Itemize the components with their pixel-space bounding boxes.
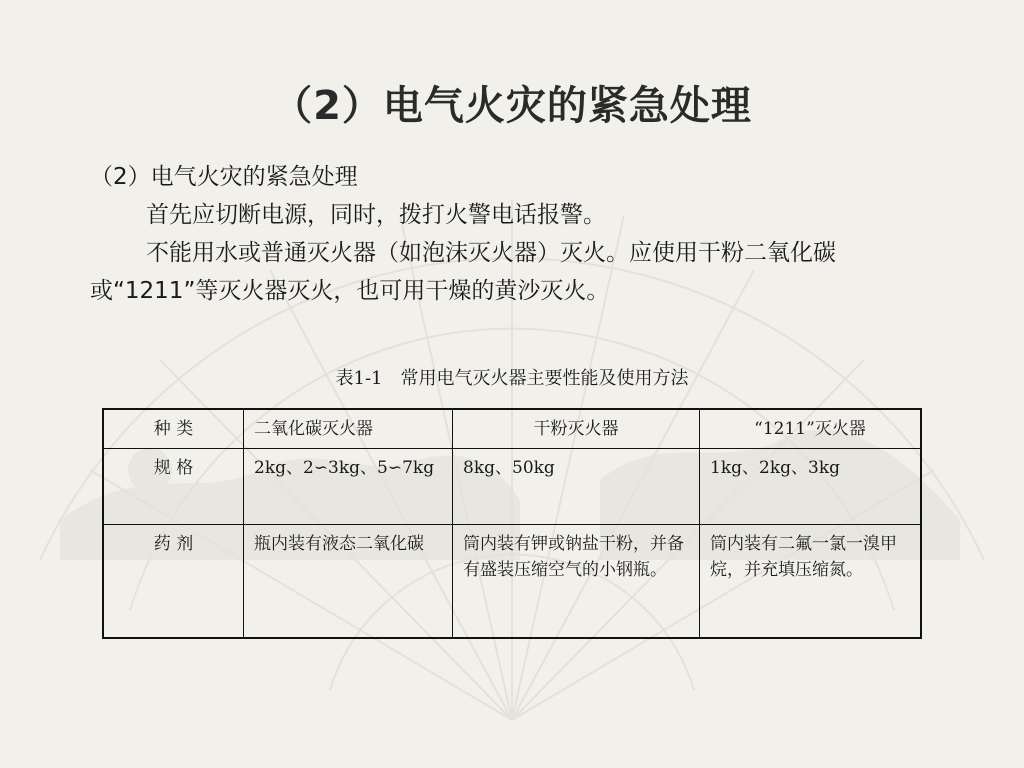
table-row [103,449,921,525]
table-cell: 瓶内装有液态二氧化碳 [244,525,453,639]
header-cell: 干粉灭火器 [453,409,700,449]
section-heading: （2）电气火灾的紧急处理 [90,164,358,190]
slide-title: （2）电气火灾的紧急处理 [272,83,752,129]
header-cell: 二氧化碳灭火器 [244,409,453,449]
table-caption: 表1-1 常用电气灭火器主要性能及使用方法 [335,368,689,389]
table-row [103,525,921,639]
table-cell: 8kg、50kg [453,449,700,525]
header-cell: 种 类 [103,409,244,449]
table-cell: 筒内装有二氟一氯一溴甲烷，并充填压缩氮。 [700,525,922,639]
row-label: 规 格 [103,449,244,525]
table-cell: 1kg、2kg、3kg [700,449,922,525]
paragraph-1: 首先应切断电源，同时，拨打火警电话报警。 [146,202,606,228]
row-label: 药 剂 [103,525,244,639]
table-cell: 筒内装有钾或钠盐干粉，并备有盛装压缩空气的小钢瓶。 [453,525,700,639]
table-cell: 2kg、2∽3kg、5∽7kg [244,449,453,525]
paragraph-2: 不能用水或普通灭火器（如泡沫灭火器）灭火。应使用干粉二氧化碳或“1211”等灭火器灭火，也可用干燥的黄沙灭火。 [90,240,836,304]
body-text [90,158,920,310]
header-cell: “1211”灭火器 [700,409,922,449]
extinguisher-table [102,408,922,639]
table-header-row [103,409,921,449]
